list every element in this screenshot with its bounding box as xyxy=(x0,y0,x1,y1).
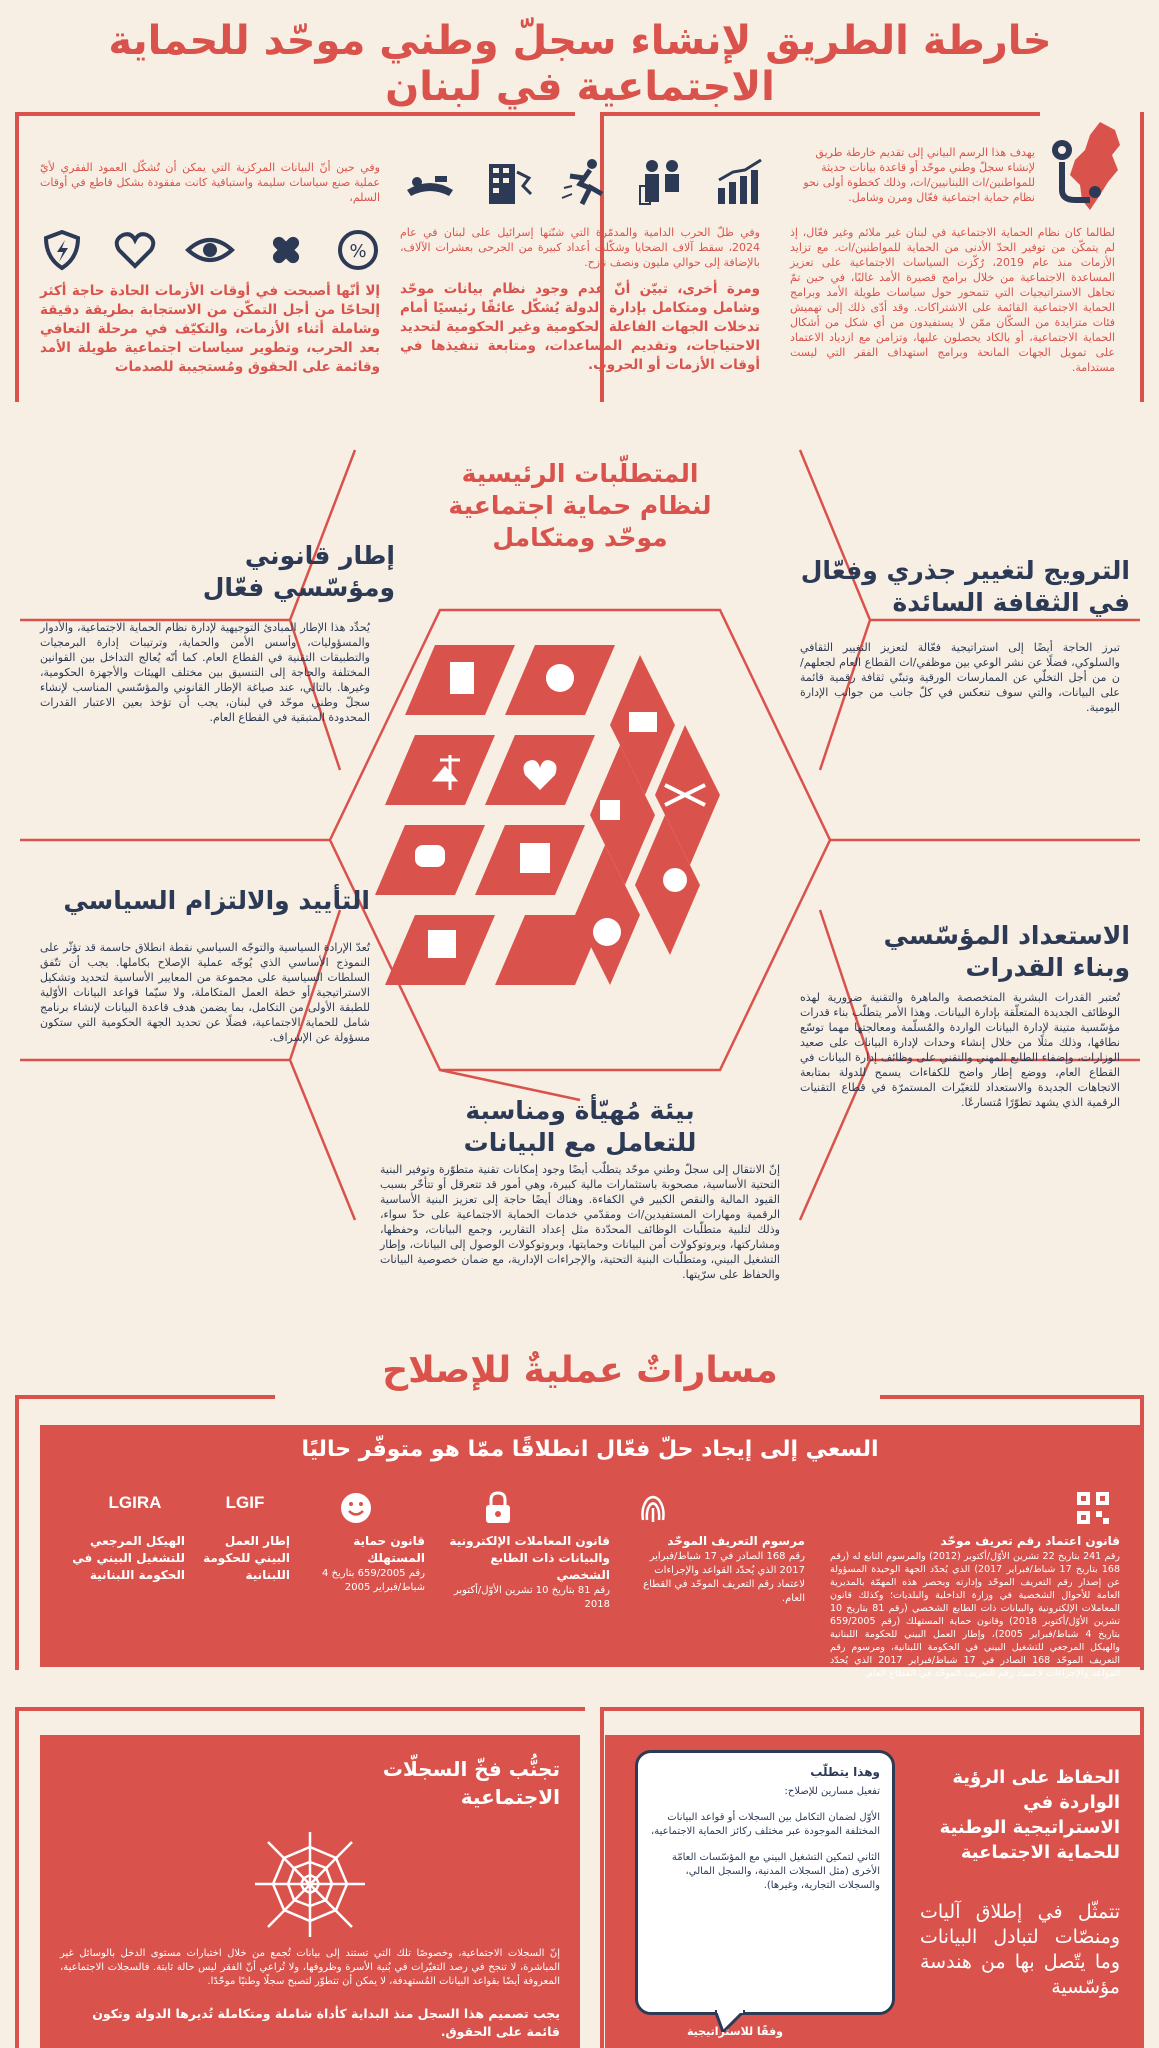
page-title: خارطة الطريق لإنشاء سجلّ وطني موحّد للحماية الاجتماعية في لبنان xyxy=(108,18,1052,110)
s3-frame-top-right xyxy=(600,1707,1144,1711)
card-unified-id-law xyxy=(830,1533,1120,1680)
vision-body: تتمثّل في إطلاق آليات ومنصّات لتبادل البيانات وما يتّصل بها من هندسة مؤسّسية xyxy=(920,1901,1120,1998)
bubble-line3: الثاني لتمكين التشغيل البيني مع المؤسّسات العامّة الأخرى (مثل السجلات المدنية، والسجل المالي، والسجلات التجارية، وغيرها). xyxy=(671,1852,880,1891)
req-data-env-title: بيئة مُهيّأة ومناسبة للتعامل مع البيانات xyxy=(463,1096,697,1157)
grid-icon xyxy=(428,930,456,958)
req-capacity-body: تُعتبر القدرات البشرية المتخصصة والماهرة والتقنية ضرورية لهذه الوظائف الجديدة المتعلّقة بإدارة البيانات. وهذا الأمر يتطلّب بناء قدرات مؤسّسية متينة لإدارة البيانات الواردة والمُسلّمة ومعالجتها مهما توسّع نطاقها، وذلك مثلًا من خلال إنشاء وحدات لإدارة البيانات على صعيد الوزارات، وإضفاء الطابع المهني والتقني على وظائف إدارة البيانات في القطاع العام، ووضع إطار واضح للكفاءات يسمح للدولة بمتابعة الاتجاهات الجديدة والاستعداد للتغيّرات المستمرّة في قطاع التقنيات الرقمية الذي يشهد تطوّرًا مُتسارعًا. xyxy=(800,991,1120,1109)
intro-col1: لطالما كان نظام الحماية الاجتماعية في لبنان غير ملائم وغير فعّال، إذ لم يتمكّن من توفير الحدّ الأدنى من الحماية للمواطنين/ات. مع تزايد الأزمات منذ عام 2019، رُكّزت السياسات الاجتماعية على تعزيز المساعدة الاجتماعية من خلال برامج قصيرة الأمد غالبًا، في حين تمّ تجاهل الاستراتيجيات التي تتمحور حول سياسات طويلة الأمد وبرامج الحماية الاجتماعية القائمة على الاشتراكات. وقد أدّى ذلك إلى تهميش فئات متزايدة من السكّان ممّن لا يستفيدون من أي شكل من أشكال الحماية الاجتماعية، أو بالكاد يحصلون عليها، وتزامن مع ازدياد الاعتماد على تمويل الجهات المانحة وبرامج استهداف الفقر التي ليست مستدامة. xyxy=(790,226,1115,374)
heart-icon xyxy=(113,228,157,272)
requirements-heading: المتطلّبات الرئيسية لنظام حماية اجتماعية موحّد ومتكامل xyxy=(448,459,712,552)
spider-web-icon xyxy=(250,1827,370,1942)
intro-col2-bold: ومرة أخرى، تبيّن أنّ عدم وجود نظام بيانات موحّد وشامل ومتكامل بإدارة الدولة يُشكّل عائقًا رئيسيًا أمام تدخلات الجهات الفاعلة الحكومية وغير الحكومية لتحديد الاحتياجات، وتقديم المساعدات، ومتابعة تنفيذها في أوقات الأزمات أو الحروب. xyxy=(400,281,760,373)
card-title: الهيكل المرجعي للتشغيل البيني في الحكومة اللبنانية xyxy=(72,1534,185,1582)
response-icons-row xyxy=(40,228,380,273)
s3-frame-top-left xyxy=(15,1707,585,1711)
req-capacity-title: الاستعداد المؤسّسي وبناء القدرات xyxy=(883,921,1130,982)
reform-frame-top-left xyxy=(15,1395,275,1399)
reform-banner-box xyxy=(40,1425,1140,1679)
document-icon xyxy=(450,662,474,694)
smiley-icon xyxy=(338,1490,374,1526)
frame-line-top-left xyxy=(15,112,575,116)
card-title: قانون اعتماد رقم تعريف موحّد xyxy=(940,1534,1120,1548)
card-body: رقم 168 الصادر في 17 شباط/فبراير 2017 الذي يُحدّد القواعد والإجراءات لاعتماد رقم التعريف الموحّد في القطاع العام. xyxy=(643,1551,805,1604)
card-body: رقم 659/2005 بتاريخ 4 شباط/فبراير 2005 xyxy=(321,1568,425,1593)
shield-icon xyxy=(40,228,84,272)
bubble-line2: الأوّل لضمان التكامل بين السجلات أو قواعد البيانات المختلفة الموجودة عبر مختلف ركائز الحماية الاجتماعية، xyxy=(651,1812,880,1837)
trap-body: إنّ السجلات الاجتماعية، وخصوصًا تلك التي تستند إلى بيانات تُجمع من خلال اختبارات مستوى الدخل بالوسائل غير المباشرة، لا تنجح في رصد التغيّرات في بُنية الأسرة وظروفها، ولا تُراعي أنّ الفقر ليس حالة ثابتة. فالسجلات الاجتماعية، المعروفة أيضًا بقواعد البيانات المُستهدفة، لا يمكن أن تتطوّر لتصبح سجلًا وطنيًا موحّدًا. xyxy=(60,1948,560,1987)
req-culture-title: الترويج لتغيير جذري وفعّال في الثقافة السائدة xyxy=(800,556,1130,617)
running-person-icon xyxy=(560,158,610,206)
pattern-icon xyxy=(600,800,620,820)
family-icon xyxy=(638,158,688,206)
svg-text:%: % xyxy=(349,241,367,262)
lgif-tag: LGIF xyxy=(225,1493,265,1512)
intro-col2-top: وفي ظلّ الحرب الدامية والمدمّرة التي شنّتها إسرائيل على لبنان في عام 2024، سقط آلاف الضحايا وشكّلت أعداد كبيرة من الجرحى بعشرات الآلاف، بالإضافة إلى حوالي مليون ونصف نازح. xyxy=(400,226,760,269)
vision-box xyxy=(605,1735,1140,2048)
hand-icon xyxy=(546,664,574,692)
bubble-title: وهذا يتطلّب xyxy=(810,1765,880,1779)
injured-person-icon xyxy=(405,158,455,206)
bubble-line1: تفعيل مسارين للإصلاح: xyxy=(784,1786,880,1797)
req-legal-body: يُحدِّد هذا الإطار المبادئ التوجيهية لإدارة نظام الحماية الاجتماعية، والأدوار والمسؤوليات، وأسس الأمن والحماية، وترتيبات إدارة البرمجيات والتطبيقات التقنية في القطاع العام. كما أنّه يُعالج التداخل بين القوانين المختلفة والحاجة إلى التنسيق بين مختلف الهيئات والأجهزة الحكومية، وغيرها. بالتالي، عند صياغة الإطار القانوني والمؤسّسي المناسب لإنشاء سجلّ وطني موحّد في لبنان، يجب أن تؤخذ بعين الاعتبار القدرات المحدودة المتبقية في القطاع العام. xyxy=(40,621,370,724)
chart-icon xyxy=(715,158,765,206)
fingerprint-icon xyxy=(635,1490,671,1526)
card-body: رقم 81 بتاريخ 10 تشرين الأوّل/أكتوبر 2018 xyxy=(453,1585,610,1610)
trap-box xyxy=(40,1735,580,2048)
globe-icon xyxy=(593,918,621,946)
trap-bold: يجب تصميم هذا السجل منذ البداية كأداة شاملة ومتكاملة تُديرها الدولة وتكون قائمة على الحقوق. xyxy=(92,2006,560,2039)
card-title: قانون حماية المستهلك xyxy=(353,1534,425,1565)
s3-frame-mid xyxy=(600,1707,604,2048)
card-lgira xyxy=(65,1533,185,1584)
handshake-icon xyxy=(415,845,445,867)
vision-title: الحفاظ على الرؤية الواردة في الاستراتيجية الوطنية للحماية الاجتماعية xyxy=(939,1767,1120,1863)
card-title: مرسوم التعريف الموحّد xyxy=(667,1534,805,1548)
percent-icon xyxy=(336,228,380,272)
reform-banner-title: السعي إلى إيجاد حلّ فعّال انطلاقًا ممّا هو متوفّر حاليًا xyxy=(301,1437,879,1462)
crisis-icons-row xyxy=(405,158,765,208)
requirements-tiles xyxy=(375,640,785,1035)
card-title: قانون المعاملات الإلكترونية والبيانات ذات الطابع الشخصي xyxy=(449,1534,610,1582)
eye-icon xyxy=(185,228,235,272)
s3-frame-left xyxy=(15,1707,19,2048)
frame-line-top-right xyxy=(600,112,1040,116)
card-body: رقم 241 بتاريخ 22 تشرين الأوّل/أكتوبر (2012) والمرسوم التابع له (رقم 168 بتاريخ 17 شباط/فبراير 2017) الذي يُحدّد الجهة الوحيدة المسؤولة عن إصدار رقم التعريف الموحّد وإدارته وبحصر هذه المهمّة بالمديرية العامة للأحوال الشخصية في وزارة الداخلية والبلديات؛ وكذلك قانون المعاملات الإلكترونية والبيانات ذات الطابع الشخصي (رقم 81 بتاريخ 10 تشرين الأوّل/أكتوبر 2018) وقانون حماية المستهلك (رقم 659/2005 بتاريخ 4 شباط/فبراير 2005)، وإطار العمل البيني للحكومة اللبنانية والهيكل المرجعي للتشغيل البيني في الحكومة اللبنانية، ومرسوم رقم التعريف الموحّد 168 الصادر في 17 شباط/فبراير 2017 الذي يُحدّد القواعد والإجراءات لاعتماد رقم التعريف الموحّد في القطاع العام. xyxy=(830,1551,1121,1679)
req-legal-title: إطار قانوني ومؤسّسي فعّال xyxy=(202,541,395,602)
card-e-transactions-law xyxy=(440,1533,610,1612)
req-political-title: التأييد والالتزام السياسي xyxy=(63,886,370,915)
qr-code-icon xyxy=(1075,1490,1111,1526)
req-culture-body: تبرز الحاجة أيضًا إلى استراتيجية فعّالة لتعزيز التغيير الثقافي والسلوكي، فضلًا عن نشر الوعي بين موظفي/ات القطاع العام لجعلهم/ن من أجل التخلّي عن الممارسات الورقية وتبنّي ثقافة رقمية قائمة على البيانات، والتي سوف تنعكس في كلّ جانب من جوانب الإدارة اليومية. xyxy=(800,641,1120,714)
frame-line-left xyxy=(15,112,19,402)
monitor-icon xyxy=(629,712,657,732)
trap-title: تجنُّب فخّ السجلّات الاجتماعية xyxy=(382,1757,560,1809)
card-lgif xyxy=(200,1533,290,1584)
bubble-foot: وفقًا للاستراتيجية xyxy=(686,2025,784,2038)
destroyed-building-icon xyxy=(483,158,533,206)
lgira-tag: LGIRA xyxy=(108,1493,162,1512)
frame-line-right xyxy=(1140,112,1144,402)
reform-heading: مساراتٌ عمليةٌ للإصلاح xyxy=(382,1350,778,1391)
card-consumer-law xyxy=(295,1533,425,1595)
intro-col3-top: وفي حين أنّ البيانات المركزية التي يمكن أن تُشكّل العمود الفقري لأيّ عملية صنع سياسات سليمة واستباقية كانت مفقودة بشكل قاطع في أوقات السلم، xyxy=(40,161,380,204)
bandage-icon xyxy=(264,228,308,272)
card-title: إطار العمل البيني للحكومة اللبنانية xyxy=(203,1534,290,1582)
lock-icon xyxy=(480,1490,516,1526)
reform-frame-top-right xyxy=(880,1395,1144,1399)
reform-frame-left xyxy=(15,1395,19,1670)
card-id-decree xyxy=(635,1533,805,1606)
s3-frame-right xyxy=(1140,1707,1144,2048)
intro-lead: يهدف هذا الرسم البياني إلى تقديم خارطة طريق لإنشاء سجلّ وطني موحّد أو قاعدة بيانات حديثة للمواطنين/ات اللبنانيين/ات، وذلك كخطوة أولى نحو نظام حماية اجتماعية فعّال ومرن وشامل. xyxy=(803,146,1035,204)
req-political-body: تُعدّ الإرادة السياسية والتوجّه السياسي نقطة انطلاق حاسمة قد تؤثّر على النموذج الأساسي الذي يُوجّه عملية الإصلاح بكاملها. يجب أن تتّفق السلطات السياسية على مجموعة من المعايير الأساسية لتحديد وتشكيل الاستراتيجية أو خطة العمل المتكاملة، ولا سيّما قواعد البيانات الأوّلية للطبقة الأولى من التكامل، بما يضمن هدف قاعدة البيانات لإنشاء برنامج شامل للحماية الاجتماعية، فضلًا عن تحديد الجهة الحكومية التي ستكون مسؤولة عن الإشراف. xyxy=(40,941,370,1044)
reform-frame-right xyxy=(1140,1395,1144,1670)
bubble xyxy=(635,1750,895,2015)
box-icon xyxy=(520,843,550,873)
lebanon-map-icon xyxy=(1040,120,1130,215)
intro-col3-bold: إلا أنّها أصبحت في أوقات الأزمات الحادة حاجة أكثر إلحاحًا من أجل التمكّن من الاستجابة بطريقة دقيقة وشاملة أثناء الأزمات، والتكيّف في مرحلة التعافي بعد الحرب، وتطوير سياسات اجتماعية طويلة الأمد وقائمة على الحقوق ومُستجيبة للصدمات xyxy=(40,283,380,375)
people-icon xyxy=(663,868,687,892)
req-data-env-body: إنّ الانتقال إلى سجلّ وطني موحّد يتطلّب أيضًا وجود إمكانات تقنية متطوّرة وتوفير البنية التحتية الأساسية، مصحوبة باستثمارات مالية كبيرة، وهي أمور قد تتعرقل أو تتأخّر بسبب القيود المالية والنقص الكبير في الكفاءة. وهناك أيضًا حاجة إلى تعزيز البنية الأساسية الرقمية ومهارات المستفيدين/ات ومقدّمي خدمات الحماية الاجتماعية على حدّ سواء، وذلك لتلبية متطلّبات الوظائف المحدّدة مثل إعداد التقارير، وجمع البيانات، وحفظها، ومشاركتها، وبروتوكولات أمن البيانات وحمايتها، وبروتوكولات الوصول إلى البيانات، وإطار التشغيل البيني، ومتطلّبات البنية التحتية، والإجراءات الإدارية، مع ضمان خصوصية البيانات والحفاظ على سرّيتها. xyxy=(380,1163,780,1281)
